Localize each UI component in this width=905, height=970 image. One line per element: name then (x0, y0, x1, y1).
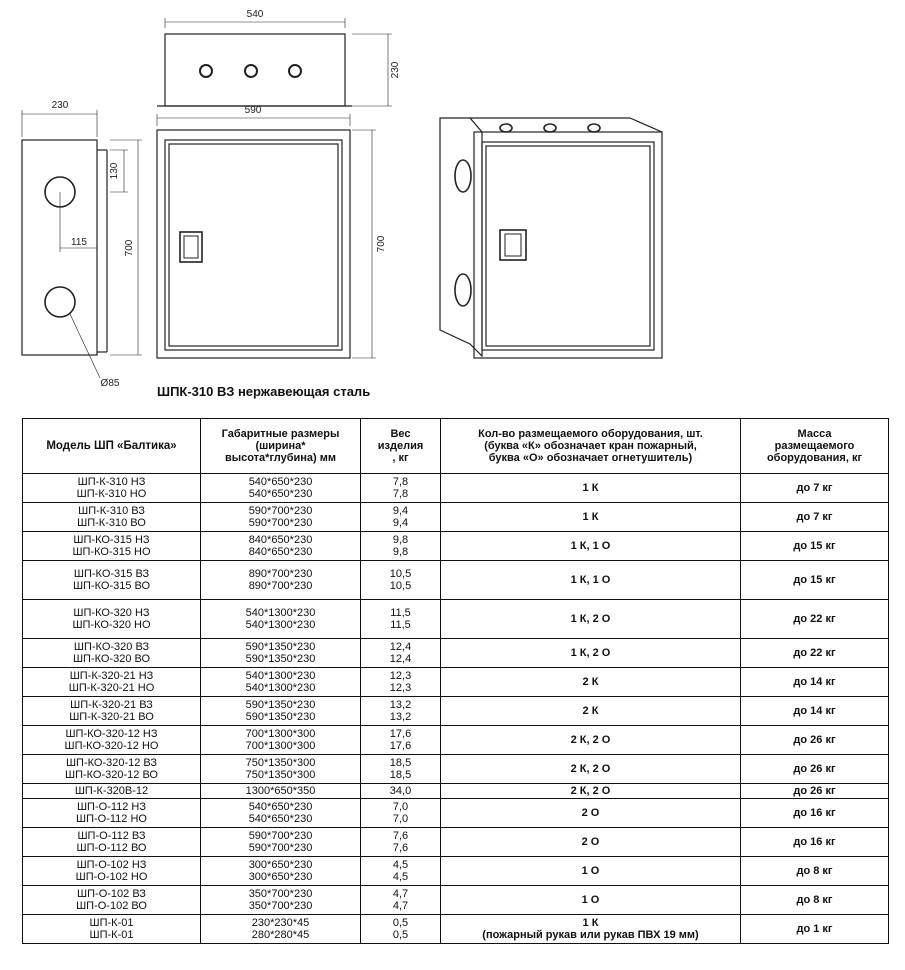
table-row (23, 828, 889, 857)
table-row (23, 755, 889, 784)
model-cell-line: ШП-КО-320 НЗ (73, 607, 150, 619)
weight-cell (361, 784, 441, 799)
equipment-cell: 2 К, 2 О (441, 726, 741, 755)
table-row (23, 503, 889, 532)
weight-cell-line: 4,5 (392, 859, 409, 871)
dimensions-cell-line: 590*1350*230 (245, 653, 316, 665)
weight-cell-line: 13,2 (389, 699, 412, 711)
weight-cell (361, 639, 441, 668)
weight-cell-line: 4,7 (392, 888, 409, 900)
header-equipment-line: Кол-во размещаемого оборудования, шт. (478, 428, 703, 440)
model-cell-line: ШП-КО-315 НО (72, 546, 151, 558)
header-weight-line: , кг (392, 452, 409, 464)
weight-cell (361, 799, 441, 828)
dimensions-cell (201, 784, 361, 799)
model-cell (23, 600, 201, 639)
model-cell (23, 915, 201, 944)
mass-cell: до 22 кг (741, 639, 889, 668)
side-height-label: 700 (124, 239, 135, 257)
model-cell-line: ШП-КО-320-12 НЗ (65, 728, 158, 740)
table-header-row (23, 419, 889, 474)
weight-cell-line: 0,5 (392, 929, 409, 941)
weight-cell (361, 857, 441, 886)
header-equipment (441, 419, 741, 474)
equipment-cell: 2 К (441, 697, 741, 726)
dimensions-cell-line: 590*700*230 (248, 842, 313, 854)
weight-cell-line: 11,5 (390, 619, 411, 631)
weight-cell-line: 7,8 (392, 488, 409, 500)
front-view-drawing (157, 114, 376, 358)
isometric-view-drawing (440, 118, 662, 358)
model-cell (23, 755, 201, 784)
spec-table (22, 418, 889, 944)
header-equipment-line: буква «О» обозначает огнетушитель) (488, 452, 693, 464)
dimensions-cell-line: 350*700*230 (248, 900, 313, 912)
table-row (23, 784, 889, 799)
weight-cell-line: 10,5 (389, 568, 412, 580)
equipment-cell: 2 К, 2 О (441, 784, 741, 799)
cabinet-drawings (0, 0, 905, 410)
header-dimensions (201, 419, 361, 474)
weight-cell (361, 915, 441, 944)
weight-cell (361, 532, 441, 561)
model-cell-line: ШП-К-320-21 НО (68, 682, 155, 694)
model-cell (23, 561, 201, 600)
mass-cell: до 7 кг (741, 503, 889, 532)
weight-cell-line: 9,8 (392, 534, 409, 546)
dimensions-cell-line: 540*1300*230 (245, 682, 316, 694)
dimensions-cell (201, 474, 361, 503)
mass-cell: до 26 кг (741, 726, 889, 755)
model-cell (23, 697, 201, 726)
model-cell-line: ШП-О-102 ВО (76, 900, 147, 912)
header-mass-line: оборудования, кг (766, 452, 863, 464)
model-cell-line: ШП-К-01 (89, 917, 134, 929)
table-row (23, 799, 889, 828)
header-dimensions-line: Габаритные размеры (221, 428, 340, 440)
table-row (23, 857, 889, 886)
equipment-cell: 2 О (441, 799, 741, 828)
model-cell (23, 857, 201, 886)
weight-cell-line: 17,6 (389, 740, 412, 752)
dimensions-cell (201, 532, 361, 561)
mass-cell: до 15 кг (741, 532, 889, 561)
weight-cell-line: 11,5 (390, 607, 411, 619)
dimensions-cell-line: 300*650*230 (248, 859, 313, 871)
weight-cell-line: 9,8 (392, 546, 409, 558)
equipment-cell-line: 1 К (582, 917, 599, 929)
dimensions-cell-line: 590*700*230 (248, 517, 313, 529)
model-cell-line: ШП-КО-320-12 ВО (65, 769, 158, 781)
weight-cell-line: 7,6 (392, 842, 409, 854)
model-cell-line: ШП-КО-320 ВО (72, 653, 151, 665)
mass-cell: до 26 кг (741, 784, 889, 799)
weight-cell-line: 7,0 (392, 801, 409, 813)
model-cell-line: ШП-О-112 НЗ (76, 801, 147, 813)
table-row (23, 600, 889, 639)
model-cell-line: ШП-КО-320 НО (72, 619, 151, 631)
equipment-cell: 2 К, 2 О (441, 755, 741, 784)
table-row (23, 474, 889, 503)
header-mass-line: размещаемого (774, 440, 855, 452)
mass-cell: до 15 кг (741, 561, 889, 600)
dimensions-cell-line: 280*280*45 (251, 929, 310, 941)
model-cell-line: ШП-К-320В-12 (74, 785, 149, 797)
weight-cell-line: 4,7 (392, 900, 409, 912)
header-weight-line: Вес (390, 428, 411, 440)
model-cell (23, 503, 201, 532)
equipment-cell: 1 К, 1 О (441, 561, 741, 600)
model-cell-line: ШП-К-310 ВЗ (78, 505, 145, 517)
weight-cell-line: 18,5 (389, 757, 412, 769)
equipment-cell: 2 О (441, 828, 741, 857)
hole-diameter-label: Ø85 (100, 378, 120, 389)
equipment-cell: 1 К, 2 О (441, 639, 741, 668)
dimensions-cell-line: 590*700*230 (248, 505, 313, 517)
model-cell (23, 828, 201, 857)
equipment-cell: 1 О (441, 886, 741, 915)
table-row (23, 639, 889, 668)
dimensions-cell (201, 600, 361, 639)
equipment-cell: 1 К (441, 474, 741, 503)
weight-cell-line: 13,2 (389, 711, 412, 723)
model-cell-line: ШП-О-112 НО (76, 813, 147, 825)
weight-cell-line: 12,4 (389, 653, 412, 665)
dimensions-cell-line: 350*700*230 (248, 888, 313, 900)
mass-cell: до 14 кг (741, 668, 889, 697)
dimensions-cell-line: 590*700*230 (248, 830, 313, 842)
dimensions-cell-line: 230*230*45 (251, 917, 310, 929)
dimensions-cell (201, 886, 361, 915)
dimensions-cell-line: 590*1350*230 (245, 711, 316, 723)
weight-cell-line: 18,5 (389, 769, 412, 781)
dimensions-cell (201, 857, 361, 886)
dimensions-cell-line: 840*650*230 (248, 534, 313, 546)
header-model: Модель ШП «Балтика» (23, 419, 201, 474)
top-width-label: 540 (246, 9, 264, 20)
model-cell-line: ШП-КО-320 ВЗ (73, 641, 150, 653)
model-cell (23, 726, 201, 755)
dimensions-cell-line: 540*650*230 (248, 476, 313, 488)
front-width-label: 590 (244, 105, 262, 116)
table-row (23, 561, 889, 600)
equipment-cell-line: (пожарный рукав или рукав ПВХ 19 мм) (482, 929, 699, 941)
weight-cell (361, 668, 441, 697)
model-cell-line: ШП-О-102 НЗ (76, 859, 147, 871)
dimensions-cell-line: 750*1350*300 (245, 769, 316, 781)
weight-cell-line: 4,5 (392, 871, 409, 883)
side-depth-label: 230 (51, 100, 69, 111)
weight-cell (361, 697, 441, 726)
weight-cell-line: 7,0 (392, 813, 409, 825)
weight-cell (361, 600, 441, 639)
dimensions-cell (201, 755, 361, 784)
equipment-cell: 1 К (441, 503, 741, 532)
dimensions-cell-line: 540*1300*230 (245, 670, 316, 682)
model-cell (23, 532, 201, 561)
side-offset-top-label: 130 (109, 162, 120, 180)
header-mass-line: Масса (797, 428, 832, 440)
mass-cell: до 16 кг (741, 799, 889, 828)
table-row (23, 668, 889, 697)
model-cell (23, 886, 201, 915)
equipment-cell: 1 К, 2 О (441, 600, 741, 639)
model-cell (23, 784, 201, 799)
weight-cell (361, 755, 441, 784)
dimensions-cell-line: 540*650*230 (248, 801, 313, 813)
mass-cell: до 8 кг (741, 886, 889, 915)
dimensions-cell-line: 300*650*230 (248, 871, 313, 883)
weight-cell-line: 9,4 (392, 505, 409, 517)
front-height-label: 700 (376, 235, 387, 253)
model-cell-line: ШП-К-310 НЗ (77, 476, 146, 488)
table-row (23, 726, 889, 755)
model-cell-line: ШП-КО-315 ВО (72, 580, 151, 592)
mass-cell: до 26 кг (741, 755, 889, 784)
model-cell (23, 799, 201, 828)
model-cell (23, 639, 201, 668)
dimensions-cell-line: 540*650*230 (248, 488, 313, 500)
weight-cell (361, 828, 441, 857)
dimensions-cell-line: 700*1300*300 (245, 740, 316, 752)
weight-cell (361, 503, 441, 532)
weight-cell (361, 886, 441, 915)
mass-cell: до 22 кг (741, 600, 889, 639)
dimensions-cell (201, 668, 361, 697)
header-dimensions-line: (ширина* (255, 440, 306, 452)
drawing-caption: ШПК-310 ВЗ нержавеющая сталь (157, 384, 371, 399)
model-cell-line: ШП-К-320-21 НЗ (69, 670, 154, 682)
table-row (23, 886, 889, 915)
dimensions-cell-line: 1300*650*350 (245, 785, 316, 797)
dimensions-cell (201, 503, 361, 532)
mass-cell: до 8 кг (741, 857, 889, 886)
model-cell-line: ШП-О-102 НО (75, 871, 148, 883)
header-mass (741, 419, 889, 474)
weight-cell-line: 9,4 (392, 517, 409, 529)
dimensions-cell (201, 639, 361, 668)
equipment-cell: 1 О (441, 857, 741, 886)
header-dimensions-line: высота*глубина) мм (224, 452, 337, 464)
dimensions-cell (201, 828, 361, 857)
dimensions-cell-line: 890*700*230 (248, 580, 313, 592)
model-cell-line: ШП-К-310 ВО (77, 517, 146, 529)
weight-cell-line: 17,6 (389, 728, 412, 740)
dimensions-cell-line: 590*1350*230 (245, 699, 316, 711)
weight-cell-line: 12,3 (389, 670, 412, 682)
weight-cell-line: 7,8 (392, 476, 409, 488)
equipment-cell: 1 К, 1 О (441, 532, 741, 561)
weight-cell-line: 10,5 (389, 580, 412, 592)
weight-cell (361, 726, 441, 755)
top-view-drawing (157, 18, 392, 106)
mass-cell: до 16 кг (741, 828, 889, 857)
dimensions-cell-line: 890*700*230 (248, 568, 313, 580)
model-cell (23, 474, 201, 503)
weight-cell-line: 0,5 (392, 917, 409, 929)
weight-cell (361, 561, 441, 600)
weight-cell-line: 12,3 (389, 682, 412, 694)
dimensions-cell (201, 561, 361, 600)
table-row (23, 697, 889, 726)
model-cell-line: ШП-К-320-21 ВЗ (70, 699, 153, 711)
dimensions-cell-line: 540*650*230 (248, 813, 313, 825)
dimensions-cell (201, 799, 361, 828)
dimensions-cell-line: 700*1300*300 (245, 728, 316, 740)
weight-cell-line: 12,4 (389, 641, 412, 653)
dimensions-cell (201, 697, 361, 726)
model-cell-line: ШП-К-310 НО (76, 488, 147, 500)
table-body (23, 474, 889, 944)
model-cell-line: ШП-КО-315 ВЗ (73, 568, 150, 580)
model-cell-line: ШП-КО-320-12 НО (64, 740, 159, 752)
weight-cell (361, 474, 441, 503)
table-row (23, 532, 889, 561)
equipment-cell (441, 915, 741, 944)
model-cell-line: ШП-О-102 ВЗ (77, 888, 146, 900)
side-offset-left-label: 115 (71, 237, 87, 248)
model-cell-line: ШП-О-112 ВО (76, 842, 147, 854)
header-weight (361, 419, 441, 474)
table-row (23, 915, 889, 944)
mass-cell: до 1 кг (741, 915, 889, 944)
dimensions-cell (201, 726, 361, 755)
header-weight-line: изделия (377, 440, 424, 452)
dimensions-cell-line: 540*1300*230 (245, 607, 316, 619)
model-cell-line: ШП-КО-320-12 ВЗ (65, 757, 158, 769)
header-equipment-line: (буква «К» обозначает кран пожарный, (484, 440, 697, 452)
dimensions-cell-line: 840*650*230 (248, 546, 313, 558)
top-height-label: 230 (390, 61, 401, 79)
model-cell-line: ШП-К-320-21 ВО (69, 711, 154, 723)
model-cell-line: ШП-О-112 ВЗ (77, 830, 146, 842)
dimensions-cell-line: 590*1350*230 (245, 641, 316, 653)
equipment-cell: 2 К (441, 668, 741, 697)
dimensions-cell-line: 750*1350*300 (245, 757, 316, 769)
mass-cell: до 14 кг (741, 697, 889, 726)
model-cell (23, 668, 201, 697)
dimensions-cell-line: 540*1300*230 (245, 619, 316, 631)
mass-cell: до 7 кг (741, 474, 889, 503)
dimensions-cell (201, 915, 361, 944)
model-cell-line: ШП-КО-315 НЗ (73, 534, 150, 546)
weight-cell-line: 7,6 (392, 830, 409, 842)
model-cell-line: ШП-К-01 (89, 929, 134, 941)
weight-cell-line: 34,0 (389, 785, 412, 797)
